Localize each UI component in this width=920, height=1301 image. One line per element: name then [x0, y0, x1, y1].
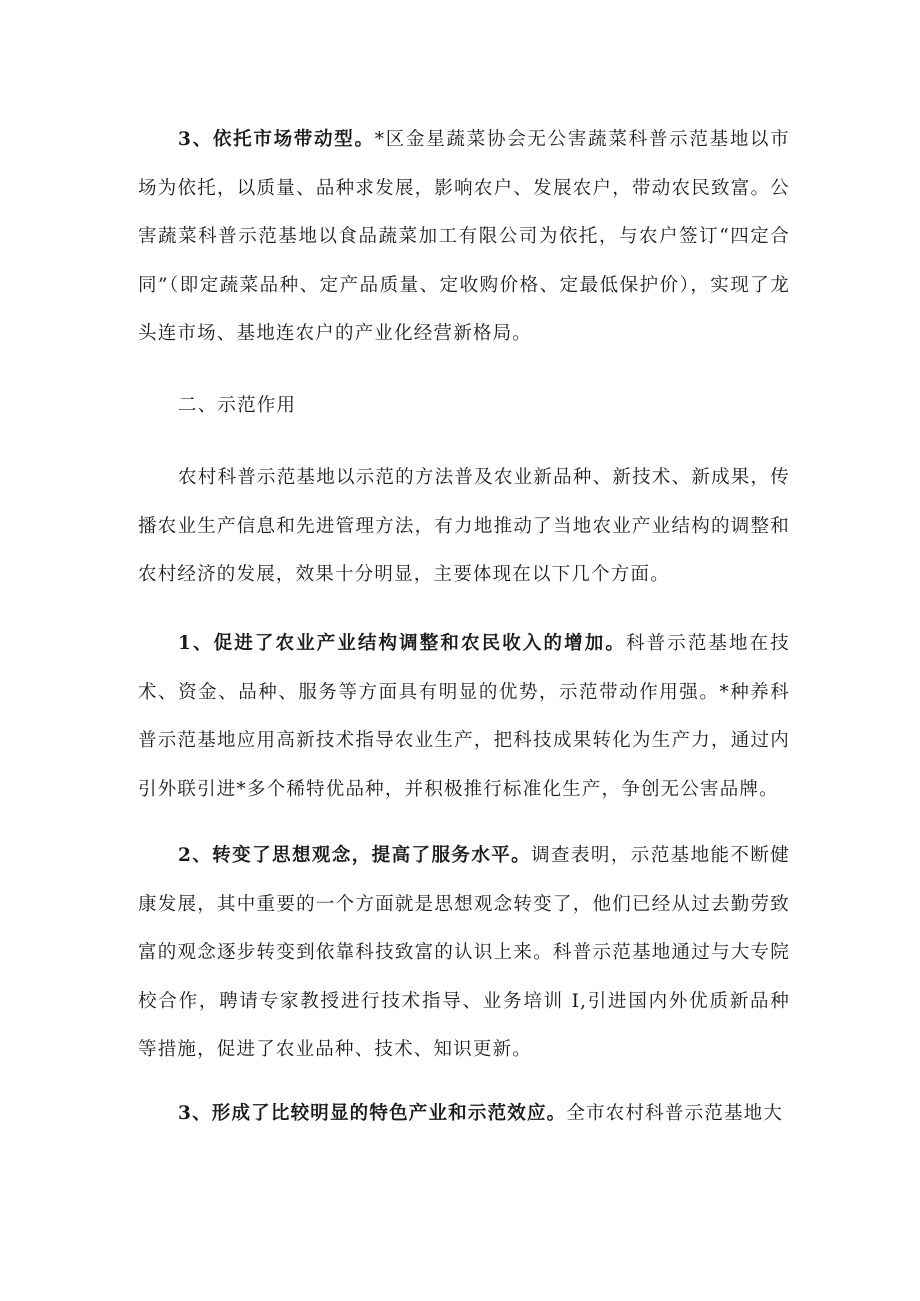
- paragraph-mindset-change: [138, 832, 790, 1075]
- section-heading-demonstration-role: 二、示范作用: [178, 395, 297, 416]
- paragraph-body: 调查表明，示范基地能不断健康发展，其中重要的一个方面就是思想观念转变了，他们已经从过去勤劳致富的观念逐步转变到依靠科技致富的认识上来。科普示范基地通过与大专院校合作，聘请专家教授进行技术指导、业务培训 I,引进国内外优质新品种等措施，促进了农业品种、技术、知识更新。: [138, 845, 790, 1060]
- paragraph-lead: 2、转变了思想观念，提高了服务水平。: [178, 845, 532, 866]
- paragraph-body: 农村科普示范基地以示范的方法普及农业新品种、新技术、新成果，传播农业生产信息和先进管理方法，有力地推动了当地农业产业结构的调整和农村经济的发展，效果十分明显，主要体现在以下几个方面。: [138, 467, 790, 585]
- paragraph-lead: 3、形成了比较明显的特色产业和示范效应。: [178, 1103, 567, 1124]
- paragraph-structure-adjustment: [138, 620, 790, 814]
- paragraph-intro: [138, 454, 790, 600]
- paragraph-market-driven: [138, 116, 790, 359]
- paragraph-body: 科普示范基地在技术、资金、品种、服务等方面具有明显的优势，示范带动作用强。*种养科普示范基地应用高新技术指导农业生产，把科技成果转化为生产力，通过内引外联引进*多个稀特优品种，并积极推行标准化生产，争创无公害品牌。: [138, 633, 790, 800]
- paragraph-body: 全市农村科普示范基地大: [566, 1103, 784, 1124]
- paragraph-body: *区金星蔬菜协会无公害蔬菜科普示范基地以市场为依托，以质量、品种求发展，影响农户、发展农户，带动农民致富。公害蔬菜科普示范基地以食品蔬菜加工有限公司为依托，与农户签订“四定合同”（即定蔬菜品种、定产品质量、定收购价格、定最低保护价），实现了龙头连市场、基地连农户的产业化经营新格局。: [138, 129, 790, 344]
- paragraph-lead: 3、依托市场带动型。: [178, 129, 375, 150]
- paragraph-featured-industry: [138, 1090, 790, 1139]
- paragraph-lead: 1、促进了农业产业结构调整和农民收入的增加。: [178, 633, 626, 654]
